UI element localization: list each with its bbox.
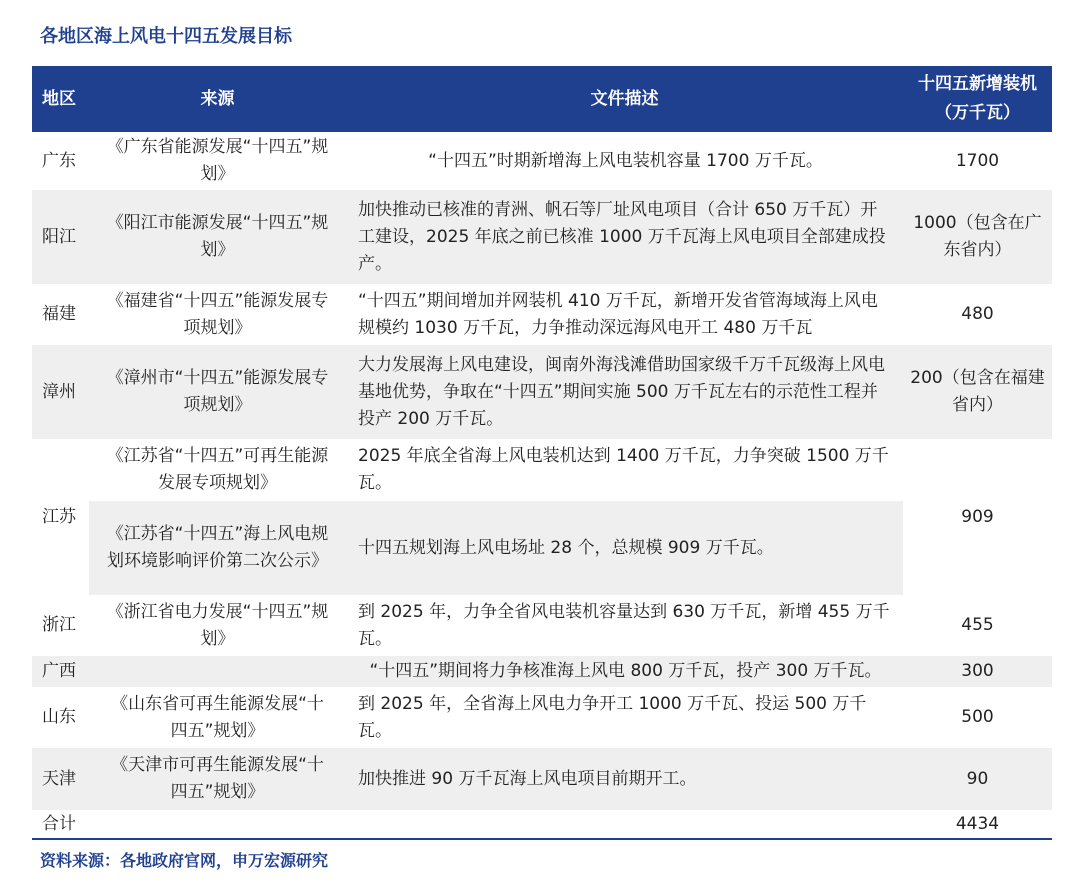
capacity-cell: 90 [903,748,1052,810]
header-capacity: 十四五新增装机（万千瓦） [903,66,1052,132]
region-cell: 天津 [32,748,89,810]
table-row [32,656,1052,687]
table-row [32,501,1052,595]
description-cell: 到 2025 年，全省海上风电力争开工 1000 万千瓦、投运 500 万千瓦。 [358,693,867,741]
table-row [32,687,1052,748]
source-cell: 《阳江市能源发展“十四五”规划》 [89,190,346,284]
header-region: 地区 [32,66,89,132]
capacity-cell: 1700 [955,150,1000,171]
source-cell: 《江苏省“十四五”海上风电规划环境影响评价第二次公示》 [89,501,346,595]
region-cell: 漳州 [32,345,89,439]
capacity-cell: 300 [903,656,1052,687]
capacity-cell: 200（包含在福建省内） [903,345,1052,439]
capacity-cell: 480 [961,304,994,324]
description-cell: “十四五”期间将力争核准海上风电 800 万千瓦，投产 300 万千瓦。 [346,656,903,687]
description-cell: 十四五规划海上风电场址 28 个，总规模 909 万千瓦。 [346,501,903,595]
description-cell: “十四五”期间增加并网装机 410 万千瓦，新增开发省管海域海上风电规模约 1030 万千瓦，力争推动深远海风电开工 480 万千瓦 [358,290,878,338]
table-row [32,190,1052,284]
capacity-cell: 1000（包含在广东省内） [903,190,1052,284]
source-cell [89,810,346,839]
description-cell: 2025 年底全省海上风电装机达到 1400 万千瓦，力争突破 1500 万千瓦。 [358,446,889,493]
targets-table [32,66,1052,840]
source-cell: 《江苏省“十四五”可再生能源发展专项规划》 [106,446,329,493]
page-title: 各地区海上风电十四五发展目标 [40,26,292,47]
source-cell: 《天津市可再生能源发展“十四五”规划》 [89,748,346,810]
description-cell: 加快推进 90 万千瓦海上风电项目前期开工。 [346,748,903,810]
table-row [32,345,1052,439]
table-row [32,748,1052,810]
region-cell: 福建 [42,304,76,324]
source-cell: 《福建省“十四五”能源发展专项规划》 [106,290,329,338]
description-cell: 加快推动已核准的青洲、帆石等厂址风电项目（合计 650 万千瓦）开工建设，2025 年底之前已核准 1000 万千瓦海上风电项目全部建成投产。 [346,190,903,284]
header-description: 文件描述 [346,66,903,132]
header-source: 来源 [89,66,346,132]
region-cell: 江苏 [42,506,76,527]
table-row [32,284,1052,345]
total-label: 合计 [32,810,89,839]
description-cell: 大力发展海上风电建设，闽南外海浅滩借助国家级千万千瓦级海上风电基地优势，争取在“十四五”期间实施 500 万千瓦左右的示范性工程并投产 200 万千瓦。 [346,345,903,439]
source-cell: 《浙江省电力发展“十四五”规划》 [106,601,329,649]
capacity-cell: 455 [961,615,994,635]
total-row [32,810,1052,839]
region-cell: 广东 [42,150,76,171]
capacity-cell: 500 [961,707,994,727]
region-cell: 阳江 [32,190,89,284]
capacity-cell: 909 [961,506,994,527]
source-cell: 《广东省能源发展“十四五”规划》 [106,137,329,184]
region-cell: 浙江 [42,615,76,635]
total-value: 4434 [903,810,1052,839]
region-cell: 广西 [32,656,89,687]
source-cell: 《山东省可再生能源发展“十四五”规划》 [111,693,324,741]
header-row [32,66,1052,132]
description-cell: 到 2025 年，力争全省风电装机容量达到 630 万千瓦，新增 455 万千瓦。 [358,601,890,649]
table-row [32,595,1052,656]
table-row [32,132,1052,190]
source-note: 资料来源：各地政府官网，申万宏源研究 [40,851,329,870]
region-cell: 山东 [42,707,76,727]
source-cell: 《漳州市“十四五”能源发展专项规划》 [89,345,346,439]
table-row [32,439,1052,501]
description-cell: “十四五”时期新增海上风电装机容量 1700 万千瓦。 [428,150,823,171]
description-cell [346,810,903,839]
source-cell [89,656,346,687]
